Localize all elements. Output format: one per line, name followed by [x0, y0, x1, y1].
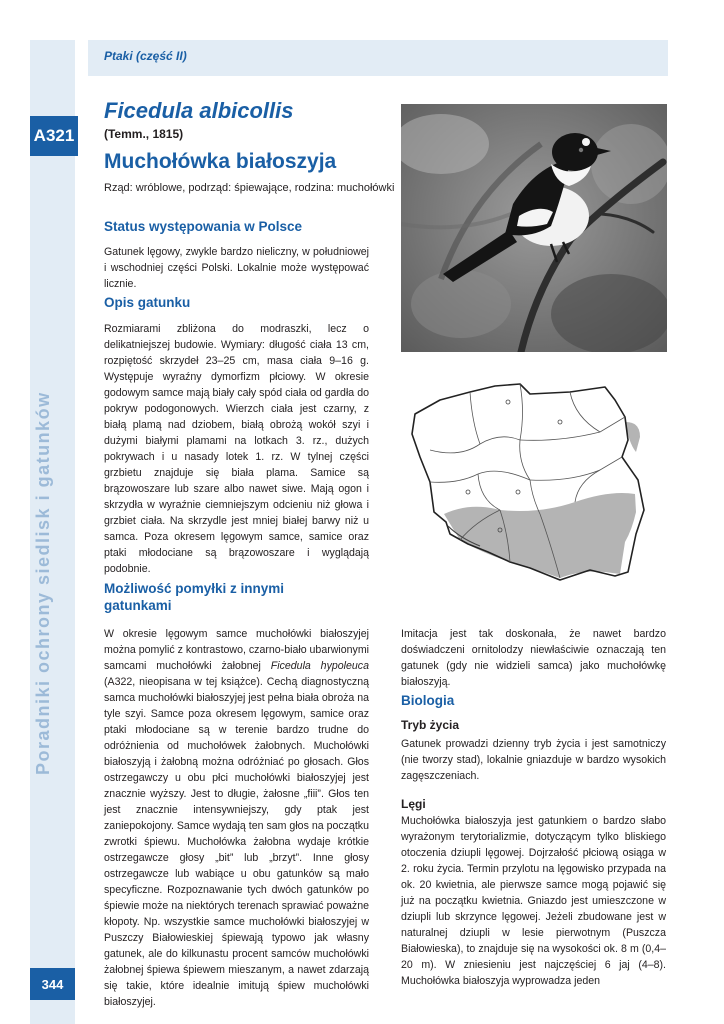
- confusion-text: [104, 626, 369, 1010]
- bird-illustration: [401, 104, 667, 352]
- breeding-text: Muchołówka białoszyja jest gatunkiem o bardzo słabo wyrażonym terytorializmie, dotyczącym tylko bliskiego otoczenia dziupli lęgowej. Dojrzałość płciową osiąga w 2. roku życia. Termin przylotu na lęgowisko przypada na ok. 20 kwietnia, ale pierwsze samce mogą pojawić się już na początku kwietnia. Gniazdo jest umieszczone w dziupli lub skrzynce lęgowej. Jeżeli zbudowane jest w naturalnej dziupli w lesie pierwotnym (Puszcza Białowieska), to znajduje się na wysokości ok. 8 m (0,4–20 m). W zniesieniu jest najczęściej 6 jaj (4–8). Muchołówka białoszyja wyprowadza jeden: [401, 815, 666, 987]
- species-code-badge: A321: [30, 116, 78, 156]
- confusion-text-part1: W okresie lęgowym samce muchołówki białoszyjej można pomylić z kontrastowo, czarno-biało ubarwionymi samcami muchołówki żałobnej: [104, 628, 369, 672]
- biology-heading: Biologia: [401, 693, 455, 708]
- breeding-heading: Lęgi: [401, 797, 426, 811]
- lifestyle-text: Gatunek prowadzi dzienny tryb życia i jest samotniczy (nie tworzy stad), lokalnie gniazduje w bardzo wysokich zagęszczeniach.: [401, 738, 666, 782]
- page-number: 344: [30, 968, 75, 1000]
- description-heading: Opis gatunku: [104, 295, 191, 310]
- confusion-continuation: Imitacja jest tak doskonała, że nawet bardzo doświadczeni ornitolodzy niewłaściwie oznaczają ten gatunek (gdy nie widzieli samca) jako muchołówkę białoszyją.: [401, 628, 666, 688]
- confusion-heading: [104, 580, 284, 614]
- bird-photo: [401, 104, 667, 352]
- species-latin-name: Ficedula albicollis: [104, 98, 294, 123]
- sidebar-vertical-title: Poradniki ochrony siedlisk i gatunków: [33, 391, 53, 775]
- range-map: [400, 362, 668, 612]
- species-author: (Temm., 1815): [104, 127, 184, 141]
- confusion-text-latin: Ficedula hypoleuca: [270, 660, 369, 672]
- species-common-name: Muchołówka białoszyja: [104, 150, 337, 173]
- range-area-south: [444, 493, 636, 578]
- confusion-heading-line1: Możliwość pomyłki z innymi: [104, 581, 285, 596]
- description-text: Rozmiarami zbliżona do modraszki, lecz o delikatniejszej budowie. Wymiary: długość ciała 13 cm, rozpiętość skrzydeł 23–25 cm, masa ciała 9–16 g. Występuje wyraźny dymorfizm płciowy. W okresie godowym samce mają biały cały spód ciała od gardła do pokryw podogonowych. Wierzch ciała jest czarny, z białą plamą nad dziobem, białą obrożą wokół szyi i dużymi białymi plamami na lotkach 3. rz., dużych pokrywach i u nasady lotek 1. rz. W tylnej części grzbietu znajduje się biała plama. Samice są brązowoszare lub szare albo nawet siwe. Mają ogon i skrzydła w wyraźnie ciemniejszym odcieniu niż głowa i grzbiet ciała. Na skrzydle jest mniej białej barwy niż u samca. Poza okresem lęgowym samce, samice oraz ptaki młodociane są brązowoszare i wyglądają podobnie.: [104, 323, 369, 575]
- poland-range-map-svg: [400, 362, 668, 612]
- confusion-text-part2: (A322, nieopisana w tej książce). Cechą diagnostyczną samca muchołówki białoszyjej jest pełna biała obroża na tyle szyi. Samce poza okresem lęgowym, samice oraz ptaki młodociane są w terenie bardzo trudne do odróżnienia od muchołówek żałobnych. Muchołówki białoszyją i żałobną można odróżniać po głosach. Głos ostrzegawczy u obu płci muchołówki białoszyjej jest znacznie wyższy. Jest to długie, żałosne „fiii”. Głos ten jest znacznie intensywniejszy, gdy ptak jest zaniepokojony. Samce wydają ten sam głos na początku zwrotki śpiewu. Muchołówka żałobna wydaje krótkie ostrzegawcze głosy „bit” lub „brzyt”. Inne głosy ostrzegawcze lub wabiące u obu gatunków są mało specyficzne. Rozpoznawanie tych dwóch gatunków po śpiewie może na niektórych terenach sprawiać poważne kłopoty. Np. wszystkie samce muchołówki białoszyjej w Puszczy Białowieskiej śpiewają typowo jak własny gatunek, ale do kilkunastu procent samców muchołówki żałobnej śpiewa śpiewem mieszanym, a nawet zdarzają się takie, które idealnie imitują śpiew muchołówki białoszyjej.: [104, 676, 369, 1008]
- confusion-heading-line2: gatunkami: [104, 598, 172, 613]
- lifestyle-heading: Tryb życia: [401, 718, 460, 732]
- species-taxonomy: Rząd: wróblowe, podrząd: śpiewające, rodzina: muchołówki: [104, 182, 395, 194]
- series-title: Ptaki (część II): [104, 49, 187, 63]
- status-heading: Status występowania w Polsce: [104, 219, 303, 234]
- status-text: Gatunek lęgowy, zwykle bardzo nieliczny, w południowej i wschodniej części Polski. Lokalnie może występować licznie.: [104, 246, 369, 290]
